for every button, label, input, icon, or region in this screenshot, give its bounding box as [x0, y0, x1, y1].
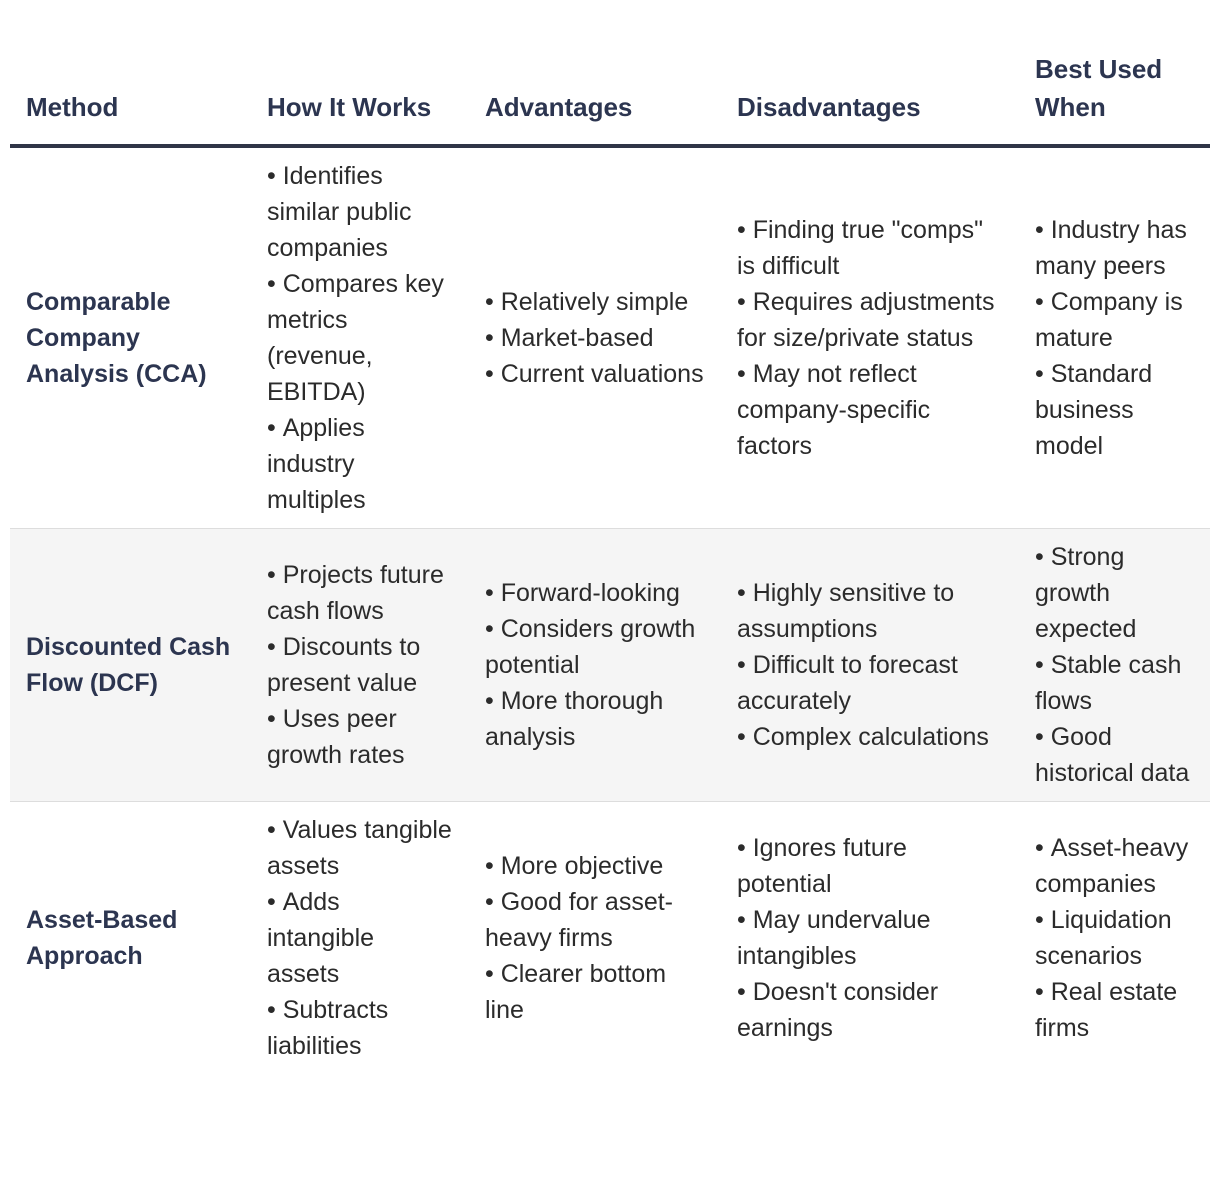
advantages-cell	[469, 529, 721, 802]
list-item: • Standard business model	[1035, 356, 1194, 464]
list-item: • Complex calculations	[737, 719, 1003, 755]
list-item: • More objective	[485, 848, 705, 884]
list-item: • Good historical data	[1035, 719, 1194, 791]
list-item: • Compares key metrics (revenue, EBITDA)	[267, 266, 453, 410]
list-item: • Current valuations	[485, 356, 705, 392]
bullet-list	[1035, 539, 1194, 791]
list-item: • More thorough analysis	[485, 683, 705, 755]
list-item: • Good for asset-heavy firms	[485, 884, 705, 956]
bullet-list	[737, 212, 1003, 464]
header-method: Method	[10, 40, 251, 146]
best-used-when-cell	[1019, 529, 1210, 802]
valuation-methods-table	[10, 40, 1210, 1074]
list-item: • Stable cash flows	[1035, 647, 1194, 719]
how-it-works-cell	[251, 529, 469, 802]
advantages-cell	[469, 146, 721, 529]
list-item: • Highly sensitive to assumptions	[737, 575, 1003, 647]
table-row	[10, 802, 1210, 1075]
list-item: • Doesn't consider earnings	[737, 974, 1003, 1046]
bullet-list	[485, 575, 705, 755]
list-item: • Projects future cash flows	[267, 557, 453, 629]
list-item: • Company is mature	[1035, 284, 1194, 356]
bullet-list	[1035, 830, 1194, 1046]
list-item: • Strong growth expected	[1035, 539, 1194, 647]
advantages-cell	[469, 802, 721, 1075]
list-item: • Forward-looking	[485, 575, 705, 611]
header-disadvantages: Disadvantages	[721, 40, 1019, 146]
header-row	[10, 40, 1210, 146]
list-item: • Uses peer growth rates	[267, 701, 453, 773]
bullet-list	[267, 557, 453, 773]
list-item: • Ignores future potential	[737, 830, 1003, 902]
disadvantages-cell	[721, 802, 1019, 1075]
bullet-list	[267, 812, 453, 1064]
list-item: • May not reflect company-specific factors	[737, 356, 1003, 464]
bullet-list	[267, 158, 453, 518]
list-item: • Difficult to forecast accurately	[737, 647, 1003, 719]
list-item: • Finding true "comps" is difficult	[737, 212, 1003, 284]
bullet-list	[1035, 212, 1194, 464]
header-best-used-when: Best Used When	[1019, 40, 1210, 146]
method-cell: Comparable Company Analysis (CCA)	[26, 288, 207, 388]
disadvantages-cell	[721, 529, 1019, 802]
list-item: • May undervalue intangibles	[737, 902, 1003, 974]
table-header	[10, 40, 1210, 146]
list-item: • Adds intangible assets	[267, 884, 453, 992]
list-item: • Requires adjustments for size/private status	[737, 284, 1003, 356]
list-item: • Subtracts liabilities	[267, 992, 453, 1064]
list-item: • Considers growth potential	[485, 611, 705, 683]
list-item: • Asset-heavy companies	[1035, 830, 1194, 902]
how-it-works-cell	[251, 146, 469, 529]
table-body	[10, 146, 1210, 1074]
disadvantages-cell	[721, 146, 1019, 529]
list-item: • Liquidation scenarios	[1035, 902, 1194, 974]
bullet-list	[737, 830, 1003, 1046]
list-item: • Identifies similar public companies	[267, 158, 453, 266]
list-item: • Clearer bottom line	[485, 956, 705, 1028]
list-item: • Values tangible assets	[267, 812, 453, 884]
method-cell: Discounted Cash Flow (DCF)	[26, 633, 231, 697]
table-row	[10, 146, 1210, 529]
list-item: • Applies industry multiples	[267, 410, 453, 518]
best-used-when-cell	[1019, 146, 1210, 529]
bullet-list	[485, 284, 705, 392]
header-how-it-works: How It Works	[251, 40, 469, 146]
bullet-list	[737, 575, 1003, 755]
method-cell: Asset-Based Approach	[26, 906, 178, 970]
list-item: • Relatively simple	[485, 284, 705, 320]
how-it-works-cell	[251, 802, 469, 1075]
list-item: • Market-based	[485, 320, 705, 356]
list-item: • Discounts to present value	[267, 629, 453, 701]
header-advantages: Advantages	[469, 40, 721, 146]
table-row	[10, 529, 1210, 802]
bullet-list	[485, 848, 705, 1028]
best-used-when-cell	[1019, 802, 1210, 1075]
list-item: • Real estate firms	[1035, 974, 1194, 1046]
list-item: • Industry has many peers	[1035, 212, 1194, 284]
